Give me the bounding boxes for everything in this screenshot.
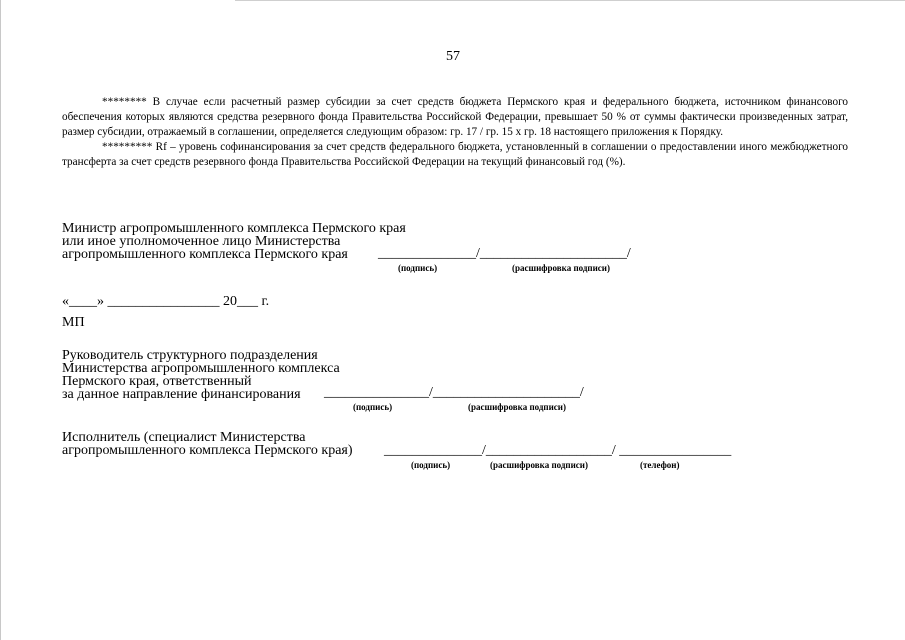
footnote-9: ********* Rf – уровень софинансирования за счет средств федерального бюджета, установленный в соглашении о предоставлении иного межбюджетного трансферта за счет средств резервного фонда Правительства Российской Федерации на текущий финансовый год (%). bbox=[62, 141, 848, 168]
page-left-edge bbox=[0, 0, 1, 640]
head-title-line-1: Руководитель структурного подразделения bbox=[62, 348, 318, 363]
executor-title bbox=[62, 431, 353, 457]
page-number: 57 bbox=[446, 49, 460, 64]
minister-title-line-2: или иное уполномоченное лицо Министерства bbox=[62, 234, 341, 249]
minister-title-line-1: Министр агропромышленного комплекса Пермского края bbox=[62, 221, 406, 236]
head-title-line-3: Пермского края, ответственный bbox=[62, 374, 252, 389]
executor-signature-line[interactable]: ______________/__________________/ ________________ bbox=[384, 443, 732, 458]
minister-title-line-3: агропромышленного комплекса Пермского края bbox=[62, 247, 348, 262]
head-signature-line[interactable]: _______________/_____________________/ bbox=[324, 385, 584, 400]
minister-title bbox=[62, 222, 406, 261]
footnote-8: ******** В случае если расчетный размер субсидии за счет средств бюджета Пермского края и федерального бюджета, источником финансового обеспечения которых являются средства резервного фонда Правительства Российской Федерации, превышает 50 % от суммы фактически произведенных затрат, размер субсидии, отражаемый в соглашении, определяется следующим образом: гр. 17 / гр. 15 х гр. 18 настоящего приложения к Порядку. bbox=[62, 96, 848, 138]
date-line[interactable]: «____» ________________ 20___ г. bbox=[62, 294, 270, 309]
minister-caption-signature: (подпись) bbox=[398, 263, 438, 273]
stamp-place: МП bbox=[62, 315, 85, 330]
minister-signature-line[interactable]: ______________/_____________________/ bbox=[378, 246, 631, 261]
head-title-line-4: за данное направление финансирования bbox=[62, 387, 301, 402]
head-caption-signature: (подпись) bbox=[353, 402, 393, 412]
head-title bbox=[62, 349, 340, 401]
page-top-edge bbox=[235, 0, 905, 1]
executor-caption-phone: (телефон) bbox=[640, 460, 680, 470]
footnotes bbox=[62, 95, 848, 170]
executor-caption-signature: (подпись) bbox=[411, 460, 451, 470]
executor-title-line-1: Исполнитель (специалист Министерства bbox=[62, 430, 306, 445]
head-title-line-2: Министерства агропромышленного комплекса bbox=[62, 361, 340, 376]
minister-caption-name: (расшифровка подписи) bbox=[512, 263, 610, 273]
executor-title-line-2: агропромышленного комплекса Пермского края) bbox=[62, 443, 353, 458]
head-caption-name: (расшифровка подписи) bbox=[468, 402, 566, 412]
executor-caption-name: (расшифровка подписи) bbox=[490, 460, 588, 470]
